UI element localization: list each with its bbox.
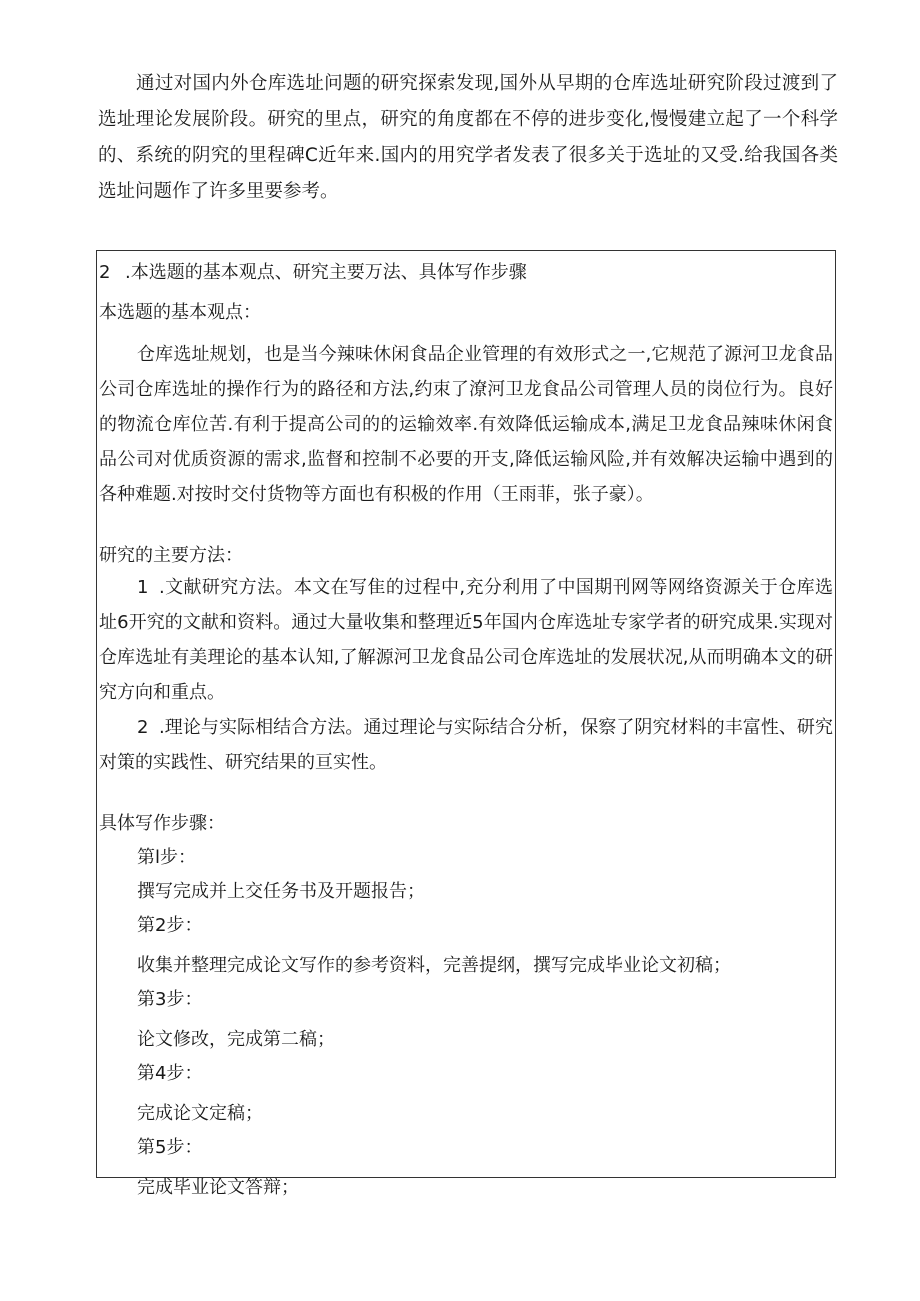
step-text-5: 完成毕业论文答辩； bbox=[137, 1177, 299, 1198]
step-text-2: 收集并整理完成论文写作的参考资料，完善提纲，撰写完成毕业论文初稿； bbox=[137, 955, 731, 976]
proposal-section-box bbox=[96, 250, 836, 1198]
section-heading bbox=[99, 259, 833, 287]
method-item-text: .理论与实际相结合方法。通过理论与实际结合分析，保察了阴究材料的丰富性、研究对策的实践性、研究结果的亘实性。 bbox=[99, 717, 833, 773]
method-item-number: 2 bbox=[137, 717, 149, 738]
section-number: 2 bbox=[99, 262, 111, 283]
steps-label: 具体写作步骤： bbox=[99, 813, 225, 834]
step-text-1: 撰写完成并上交任务书及开题报告； bbox=[137, 881, 425, 902]
intro-paragraph: 通过对国内外仓库选址问题的研究探索发现,国外从早期的仓库选址研究阶段过渡到了选址理论发展阶段。研究的里点，研究的角度都在不停的进步变化,慢慢建立起了一个科学的、系统的阴究的里程碑C近年来.国内的用究学者发表了很多关于选址的又受.给我国各类选址问题作了许多里要参考。 bbox=[98, 73, 838, 202]
step-text-4: 完成论文定稿； bbox=[137, 1103, 263, 1124]
step-label-4: 第4步： bbox=[137, 1063, 203, 1084]
section-title: .本选题的基本观点、研究主要万法、具体写作步骤 bbox=[125, 262, 527, 283]
methods-label: 研究的主要方法： bbox=[99, 545, 243, 566]
method-item-2 bbox=[99, 710, 833, 780]
basic-view-paragraph: 仓库选址规划，也是当今辣味休闲食品企业管理的有效形式之一,它规范了源河卫龙食品公司仓库选址的操作行为的路径和方法,约朿了潦河卫龙食品公司管理人员的岗位行为。良好的物流仓库位苦.有利于提高公司的的运输效率.有效降低运输成本,满足卫龙食品辣味休闲食品公司对优质资源的需求,监督和控制不必要的开支,降低运输风险,并有效解决运输中遇到的各种难题.对按时交付货物等方面也有积极的作用（王雨菲，张子豪）。 bbox=[99, 344, 833, 505]
step-label-2: 第2步： bbox=[137, 915, 203, 936]
proposal-section-content bbox=[99, 259, 833, 1202]
basic-view-label: 本选题的基本观点： bbox=[99, 302, 261, 323]
step-label-1: 第l步： bbox=[137, 847, 197, 868]
method-item-number: 1 bbox=[137, 577, 149, 598]
step-label-3: 第3步： bbox=[137, 989, 203, 1010]
method-item-1 bbox=[99, 570, 833, 710]
step-label-5: 第5步： bbox=[137, 1137, 203, 1158]
step-text-3: 论文修改，完成第二稿； bbox=[137, 1029, 335, 1050]
method-item-text: .文献研究方法。本文在写隹的过程中,充分利用了中国期刊网等网络资源关于仓库选址6开究的文献和资料。通过大量收集和整理近5年国内仓库选址专家学者的研究成果.实现对仓库选址有美理论的基本认知,了解源河卫龙食品公司仓库选址的发展状况,从而明确本文的研究方向和重点。 bbox=[99, 577, 833, 703]
